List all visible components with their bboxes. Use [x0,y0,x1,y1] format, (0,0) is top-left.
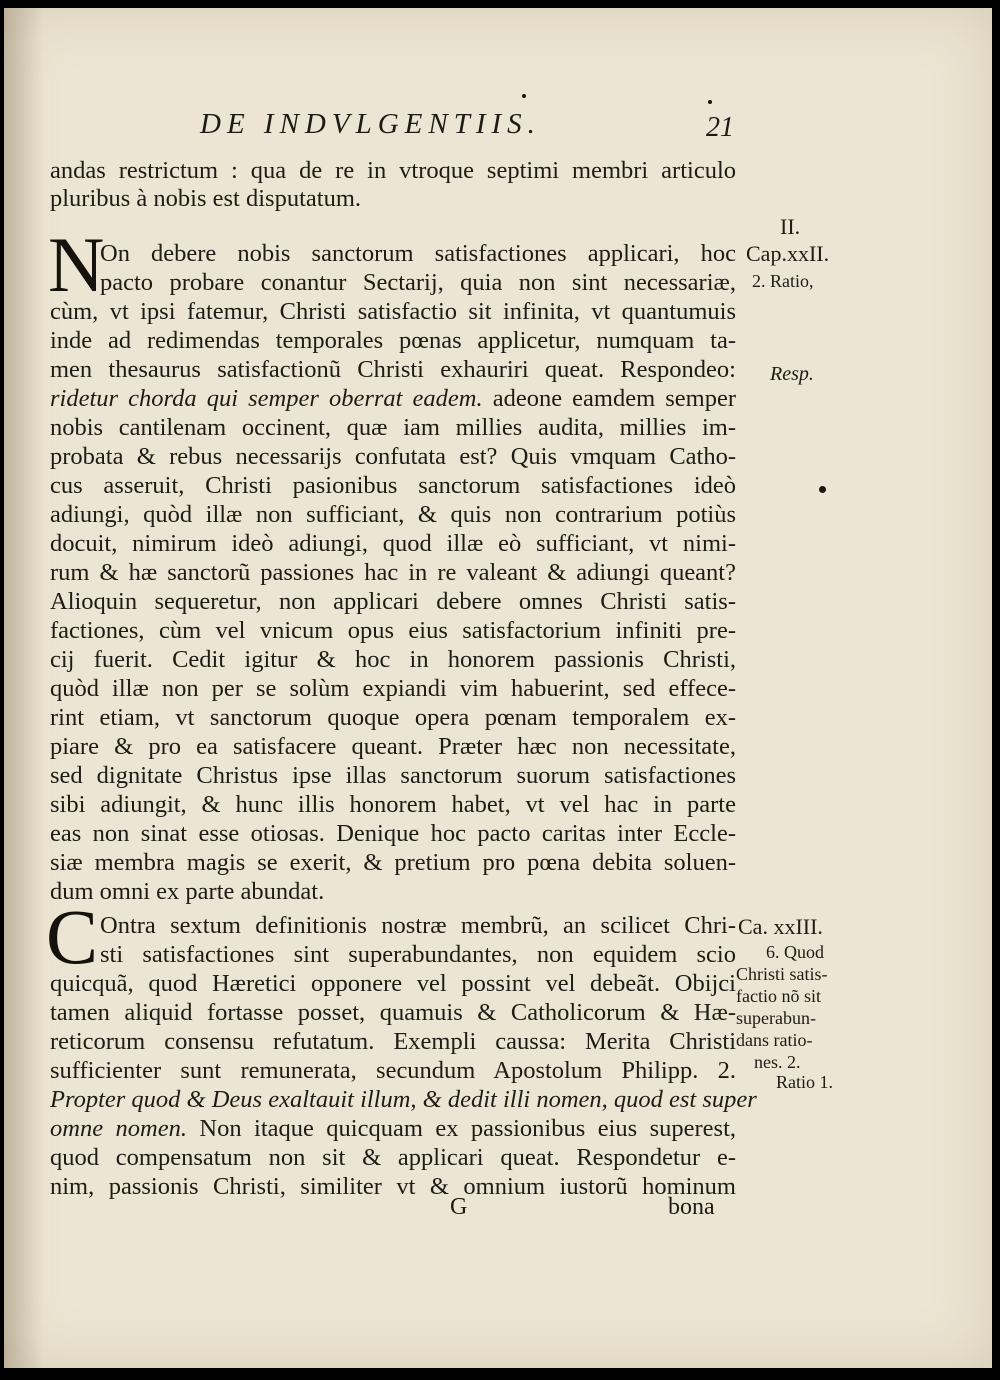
margin-note-chapter: Ca. xxIII. [738,914,823,939]
text-line: sibi adiungit, & hunc illis honorem habet, vt vel hac in parte [50,791,736,818]
margin-note: dans ratio- [736,1030,813,1050]
margin-note-response: Resp. [770,363,814,385]
quoted-verse: ridetur chorda qui semper oberrat eadem. [50,385,483,412]
page-number: 21 [706,112,734,143]
text-line: cus asseruit, Christi pasionibus sanctorum satisfactiones ideò [50,472,736,499]
text-span: Non itaque quicquam ex passionibus eius superest, [186,1115,736,1142]
text-line: quòd illæ non per se solùm expiandi vim habuerint, sed effece- [50,675,736,702]
margin-note: nes. 2. [754,1052,801,1072]
running-title: DE INDVLGENTIIS. [200,108,541,140]
text-line: Ontra sextum definitionis nostræ membrũ, an scilicet Chri- [100,912,736,939]
text-line: sed dignitate Christus ipse illas sanctorum suorum satisfactiones [50,762,736,789]
text-line: factiones, cùm vel vnicum opus eius satisfactorium infiniti pre- [50,617,736,644]
text-line: adiungi, quòd illæ non sufficiant, & quis non contrarium potiùs [50,501,736,528]
text-span: adeone eamdem semper [482,385,736,412]
margin-note: Christi satis- [736,964,828,984]
ink-spot [708,100,712,104]
text-line: probata & rebus necessarijs confutata est? Quis vmquam Catho- [50,443,736,470]
margin-note: 2. Ratio, [752,271,814,291]
ink-spot [522,94,526,98]
text-line: andas restrictum : qua de re in vtroque septimi membri articulo [50,157,736,184]
scripture-quote: omne nomen. [50,1115,187,1142]
catchword: bona [668,1194,715,1220]
text-line: On debere nobis sanctorum satisfactiones applicari, hoc [100,240,736,267]
text-line: eas non sinat esse otiosas. Denique hoc pacto caritas inter Eccle- [50,820,736,847]
margin-note: factio nõ sit [736,986,821,1006]
text-line: nobis cantilenam occinent, quæ iam millies audita, millies im- [50,414,736,441]
text-line: quod compensatum non sit & applicari queat. Respondetur e- [50,1144,736,1171]
scripture-quote: Propter quod & Deus exaltauit illum, & dedit illi nomen, quod est super [50,1086,757,1113]
drop-cap: N [48,221,105,308]
margin-note: Ratio 1. [776,1072,833,1092]
margin-note: superabun- [736,1008,816,1028]
text-line [50,1114,736,1144]
text-line [50,384,736,414]
text-line: quicquã, quod Hæretici opponere vel possint vel debeãt. Obijci [50,970,736,997]
text-line: men thesaurus satisfactionũ Christi exhauriri queat. Respondeo: [50,356,736,383]
text-line: tamen aliquid fortasse posset, quamuis & Catholicorum & Hæ- [50,999,736,1026]
text-line: Alioquin sequeretur, non applicari debere omnes Christi satis- [50,588,736,615]
text-line: nim, passionis Christi, similiter vt & omnium iustorũ hominum [50,1173,736,1200]
text-line: pluribus à nobis est disputatum. [50,185,361,212]
ink-spot [819,486,826,493]
text-line: inde ad redimendas temporales pœnas applicetur, numquam ta- [50,327,736,354]
drop-cap: C [46,893,99,980]
signature-mark: G [450,1194,468,1220]
margin-note-number: II. [780,214,801,239]
text-line: rint etiam, vt sanctorum quoque opera pœnam temporalem ex- [50,704,736,731]
text-line: dum omni ex parte abundat. [50,878,325,905]
book-page [4,8,992,1368]
margin-note-chapter: Cap.xxII. [746,241,830,266]
text-line: piare & pro ea satisfacere queant. Præter hæc non necessitate, [50,733,736,760]
text-line: docuit, nimirum ideò adiungi, quod illæ eò sufficiant, vt nimi- [50,530,736,557]
text-line: rum & hæ sanctorũ passiones hac in re valeant & adiungi queant? [50,559,736,586]
text-line: sufficienter sunt remunerata, secundum Apostolum Philipp. 2. [50,1057,736,1084]
text-line: cùm, vt ipsi fatemur, Christi satisfactio sit infinita, vt quantumuis [50,298,736,325]
text-line: pacto probare conantur Sectarij, quia non sint necessariæ, [100,269,736,296]
text-line: siæ membra magis se exerit, & pretium pro pœna debita soluen- [50,849,736,876]
text-line: cij fuerit. Cedit igitur & hoc in honorem passionis Christi, [50,646,736,673]
margin-note: 6. Quod [766,942,824,962]
text-line: sti satisfactiones sint superabundantes, non equidem scio [100,941,736,968]
text-line: reticorum consensu refutatum. Exempli caussa: Merita Christi [50,1028,736,1055]
